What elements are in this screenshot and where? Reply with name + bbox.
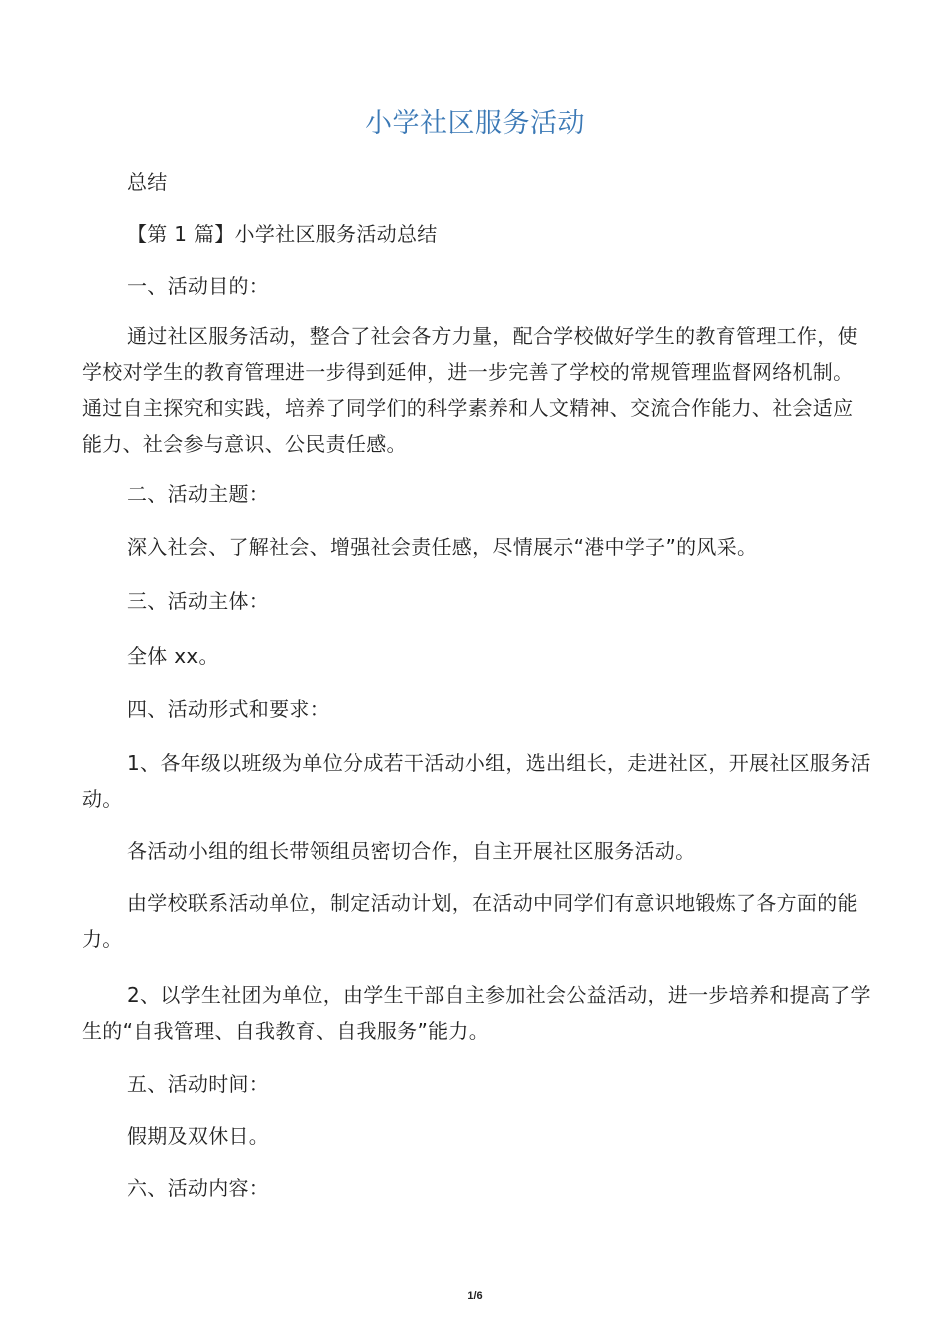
paragraph-section-1-body: 通过社区服务活动，整合了社会各方力量，配合学校做好学生的教育管理工作，使学校对学生的教育管理进一步得到延伸，进一步完善了学校的常规管理监督网络机制。通过自主探究和实践，培养了同学们的科学素养和人文精神、交流合作能力、社会适应能力、社会参与意识、公民责任感。 <box>82 324 858 456</box>
paragraph-section-4-heading: 四、活动形式和要求： <box>127 697 330 721</box>
paragraph-section-3-body: 全体 xx。 <box>127 644 219 668</box>
paragraph-section-2-heading: 二、活动主题： <box>127 482 270 506</box>
page-number: 1/6 <box>467 1290 483 1302</box>
paragraph-section-4-item-2: 2、以学生社团为单位，由学生干部自主参加社会公益活动，进一步培养和提高了学生的“自我管理、自我教育、自我服务”能力。 <box>82 983 871 1043</box>
paragraph-section-4-item-1: 1、各年级以班级为单位分成若干活动小组，选出组长，走进社区，开展社区服务活动。 <box>82 751 871 811</box>
paragraph-section-2-body: 深入社会、了解社会、增强社会责任感，尽情展示“港中学子”的风采。 <box>127 535 758 559</box>
paragraph-section-5-body: 假期及双休日。 <box>127 1124 270 1148</box>
paragraph-section-4-item-1-detail-b: 由学校联系活动单位，制定活动计划，在活动中同学们有意识地锻炼了各方面的能力。 <box>82 891 858 951</box>
paragraph-section-6-heading: 六、活动内容： <box>127 1176 270 1200</box>
paragraph-summary-label: 总结 <box>127 170 168 194</box>
paragraph-section-3-heading: 三、活动主体： <box>127 589 270 613</box>
document-title: 小学社区服务活动 <box>365 108 585 139</box>
paragraph-chapter-heading: 【第 1 篇】小学社区服务活动总结 <box>127 222 438 246</box>
paragraph-section-4-item-1-detail-a: 各活动小组的组长带领组员密切合作，自主开展社区服务活动。 <box>127 839 696 863</box>
paragraph-section-5-heading: 五、活动时间： <box>127 1072 270 1096</box>
paragraph-section-1-heading: 一、活动目的： <box>127 274 270 298</box>
